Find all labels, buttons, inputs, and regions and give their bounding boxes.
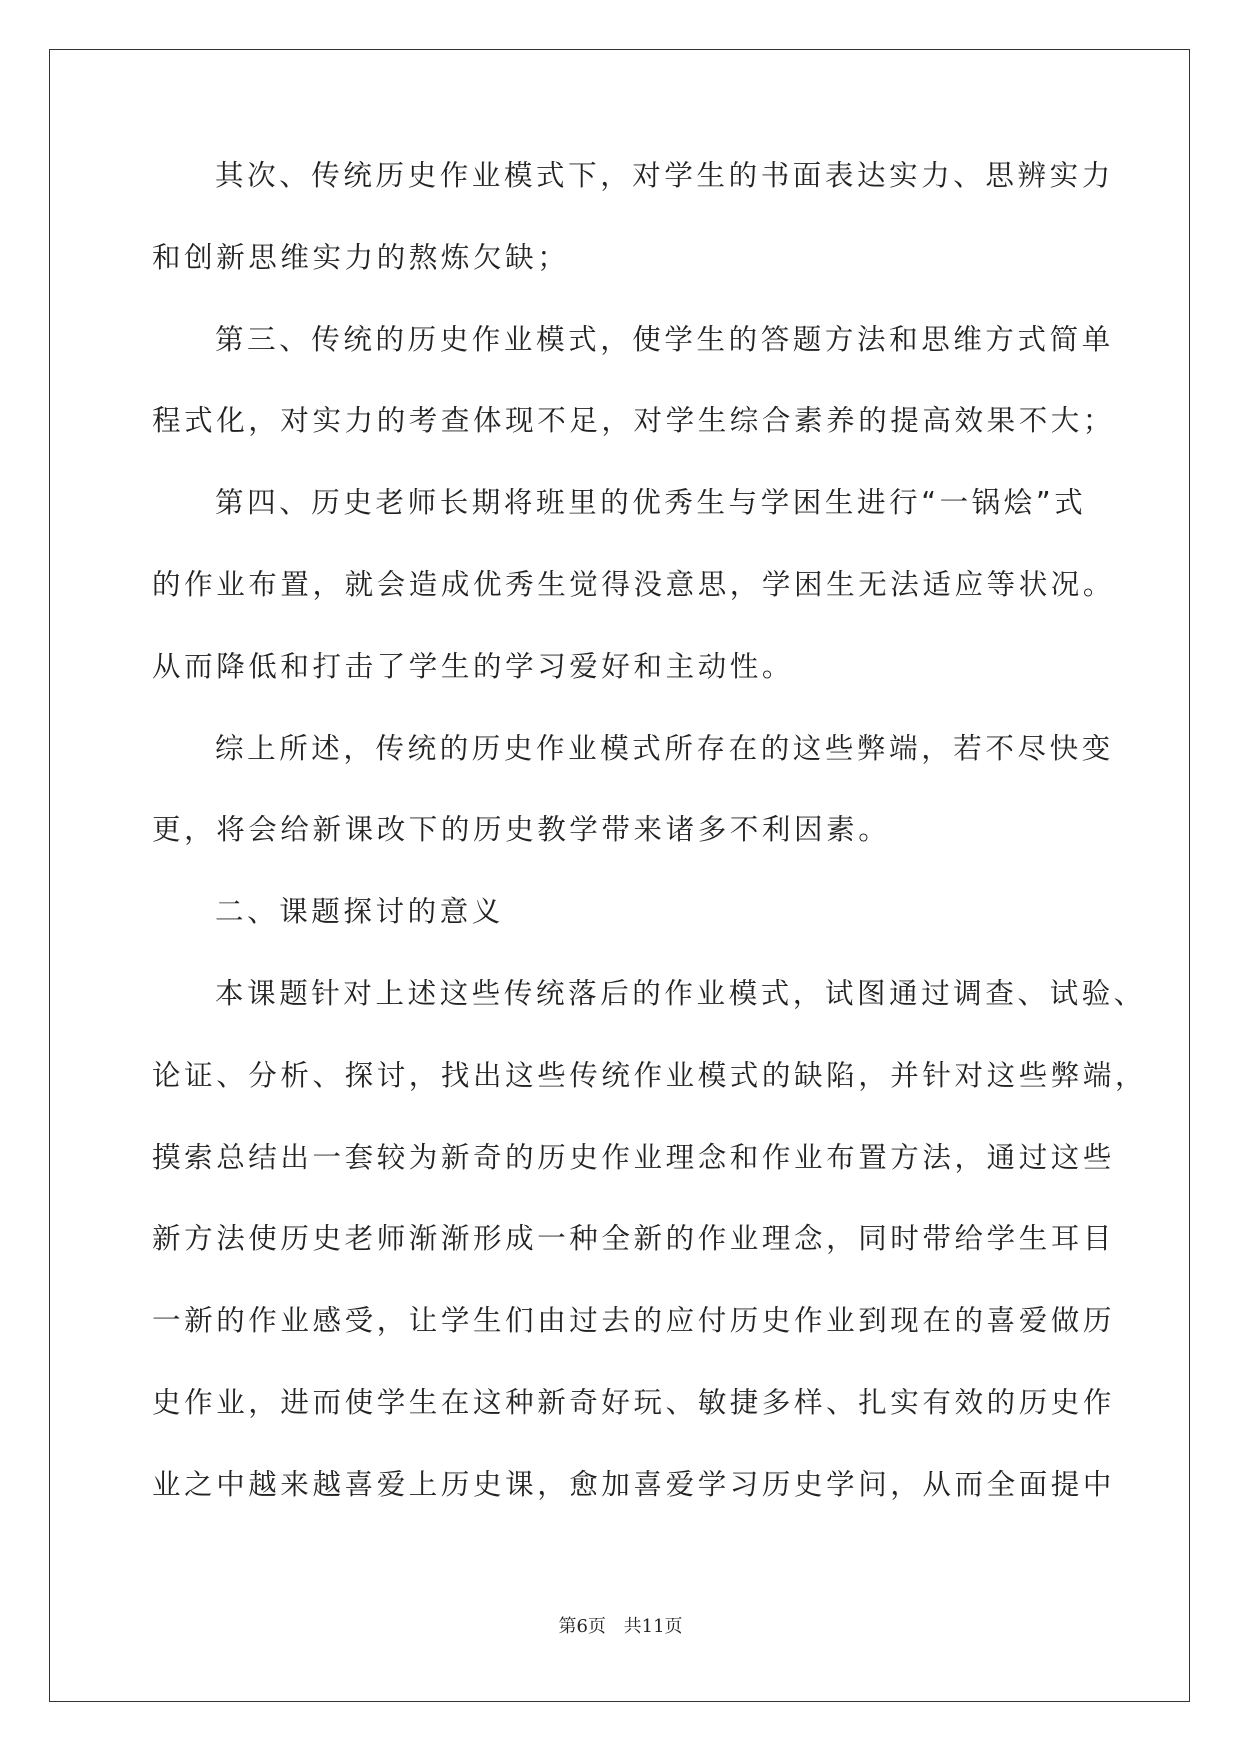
text-line: 更，将会给新课改下的历史教学带来诸多不利因素。 xyxy=(152,813,891,847)
page-number: 第6页 xyxy=(558,1616,606,1637)
section-heading: 二、课题探讨的意义 xyxy=(215,895,504,929)
text-line: 史作业，进而使学生在这种新奇好玩、敏捷多样、扎实有效的历史作 xyxy=(152,1385,1116,1419)
text-line: 第三、传统的历史作业模式，使学生的答题方法和思维方式简单 xyxy=(215,322,1114,356)
text-line: 摸索总结出一套较为新奇的历史作业理念和作业布置方法，通过这些 xyxy=(152,1140,1116,1174)
text-line: 一新的作业感受，让学生们由过去的应付历史作业到现在的喜爱做历 xyxy=(152,1304,1116,1338)
text-line: 本课题针对上述这些传统落后的作业模式，试图通过调查、试验、 xyxy=(215,976,1146,1010)
text-line: 程式化，对实力的考查体现不足，对学生综合素养的提高效果不大； xyxy=(152,404,1116,438)
document-body xyxy=(152,158,1148,1549)
text-line: 其次、传统历史作业模式下，对学生的书面表达实力、思辨实力 xyxy=(215,159,1114,192)
page-footer xyxy=(0,1612,1241,1638)
text-line: 新方法使历史老师渐渐形成一种全新的作业理念，同时带给学生耳目 xyxy=(152,1222,1116,1256)
text-line: 论证、分析、探讨，找出这些传统作业模式的缺陷，并针对这些弊端， xyxy=(152,1058,1148,1092)
text-line: 和创新思维实力的熬炼欠缺； xyxy=(152,240,570,274)
page-total: 共11页 xyxy=(623,1616,683,1637)
text-line: 从而降低和打击了学生的学习爱好和主动性。 xyxy=(152,649,795,683)
text-line: 的作业布置，就会造成优秀生觉得没意思，学困生无法适应等状况。 xyxy=(152,567,1116,601)
text-line: 第四、历史老师长期将班里的优秀生与学困生进行“一锅烩”式 xyxy=(215,486,1087,520)
text-line: 业之中越来越喜爱上历史课，愈加喜爱学习历史学问，从而全面提中 xyxy=(152,1467,1116,1501)
text-line: 综上所述，传统的历史作业模式所存在的这些弊端，若不尽快变 xyxy=(215,731,1114,765)
